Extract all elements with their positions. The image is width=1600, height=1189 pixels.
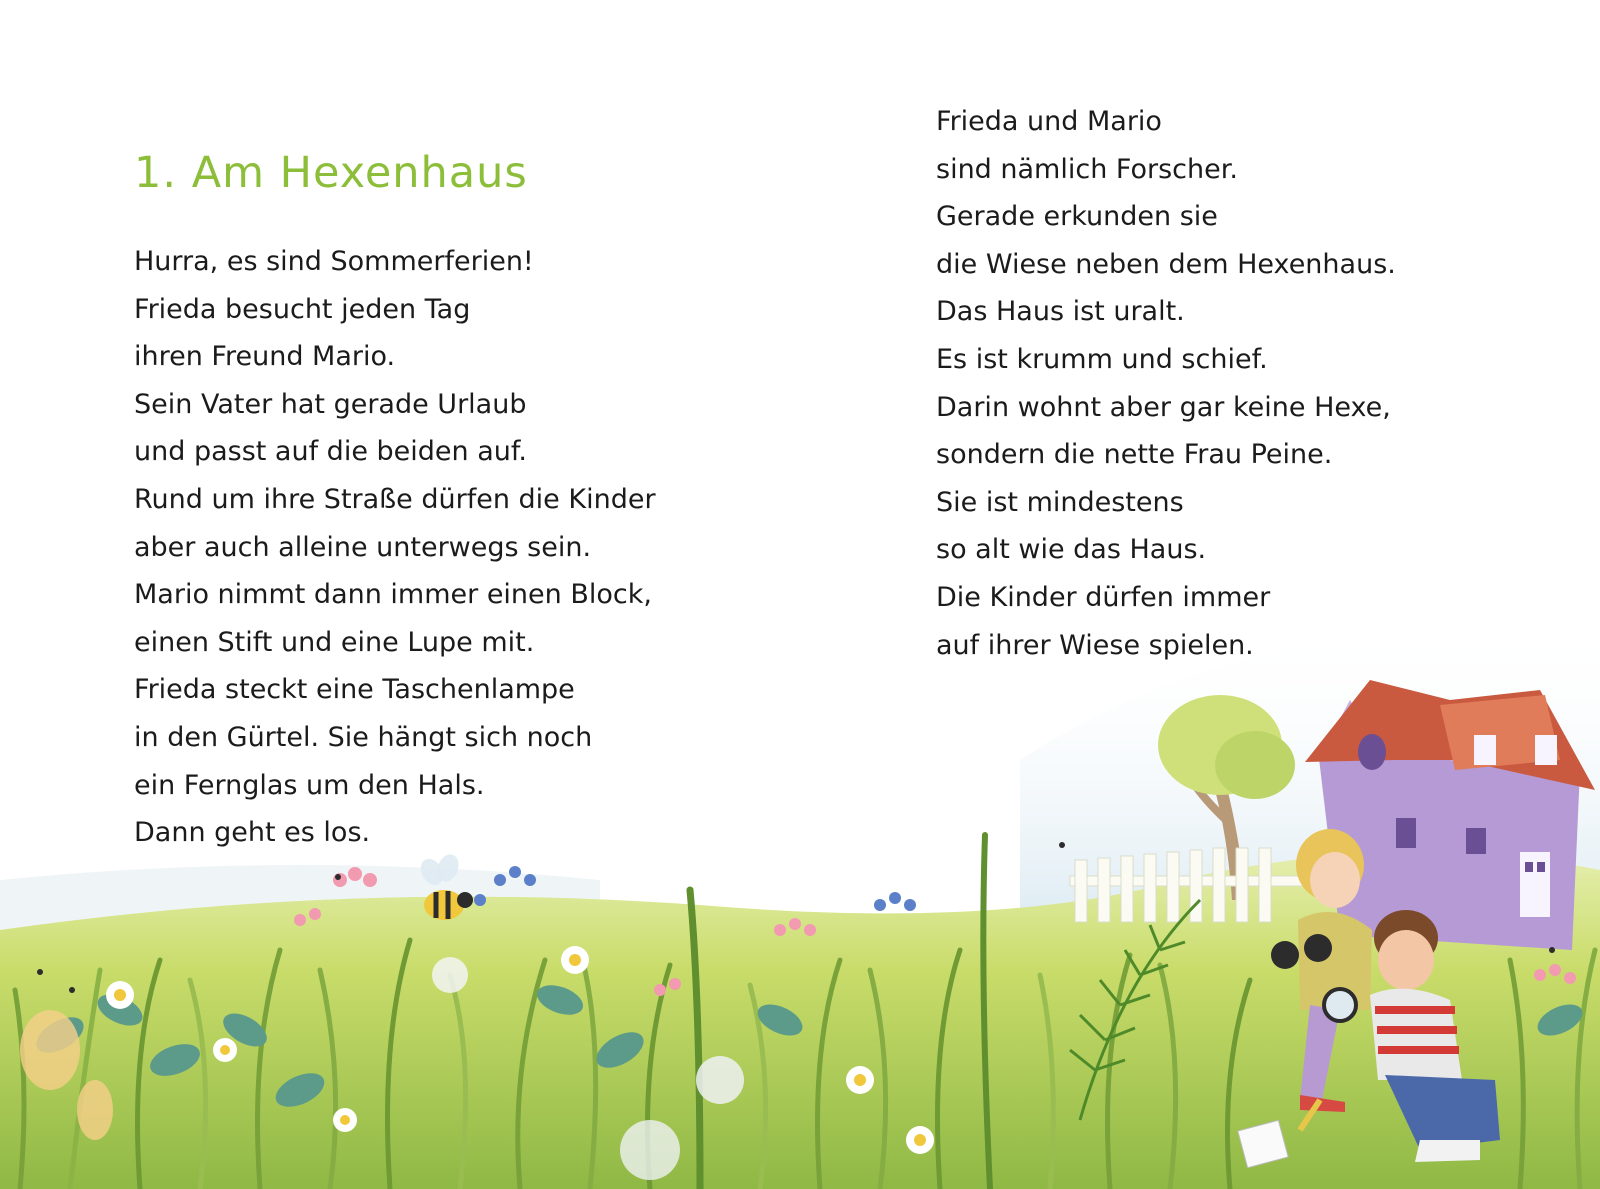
- text-line: Mario nimmt dann immer einen Block,: [134, 579, 652, 611]
- text-line: sind nämlich Forscher.: [936, 153, 1238, 185]
- text-line: Hurra, es sind Sommerferien!: [134, 246, 534, 277]
- text-line: Darin wohnt aber gar keine Hexe,: [936, 391, 1391, 423]
- text-line: die Wiese neben dem Hexenhaus.: [936, 248, 1396, 280]
- text-line: Frieda steckt eine Taschenlampe: [134, 674, 575, 706]
- text-line: auf ihrer Wiese spielen.: [936, 629, 1254, 661]
- text-line: Das Haus ist uralt.: [936, 296, 1185, 328]
- text-line: in den Gürtel. Sie hängt sich noch: [134, 721, 593, 753]
- text-line: Frieda besucht jeden Tag: [134, 293, 471, 325]
- witch-house-icon: [1305, 680, 1595, 950]
- text-line: Gerade erkunden sie: [936, 201, 1218, 233]
- text-line: Frieda und Mario: [936, 106, 1162, 137]
- text-line: aber auch alleine unterwegs sein.: [134, 531, 592, 563]
- text-line: ein Fernglas um den Hals.: [134, 769, 485, 801]
- text-line: Dann geht es los.: [134, 817, 371, 849]
- right-text-column: [936, 98, 1396, 669]
- text-line: ihren Freund Mario.: [134, 341, 396, 373]
- text-line: Die Kinder dürfen immer: [936, 581, 1271, 613]
- text-line: sondern die nette Frau Peine.: [936, 439, 1333, 471]
- text-line: Sie ist mindestens: [936, 486, 1184, 518]
- text-line: Sein Vater hat gerade Urlaub: [134, 388, 527, 420]
- text-line: so alt wie das Haus.: [936, 534, 1207, 566]
- text-line: Es ist krumm und schief.: [936, 343, 1268, 375]
- text-line: einen Stift und eine Lupe mit.: [134, 626, 535, 658]
- chapter-title: 1. Am Hexenhaus: [134, 148, 528, 198]
- text-line: und passt auf die beiden auf.: [134, 436, 527, 468]
- text-line: Rund um ihre Straße dürfen die Kinder: [134, 483, 656, 515]
- left-text-column: [134, 238, 656, 857]
